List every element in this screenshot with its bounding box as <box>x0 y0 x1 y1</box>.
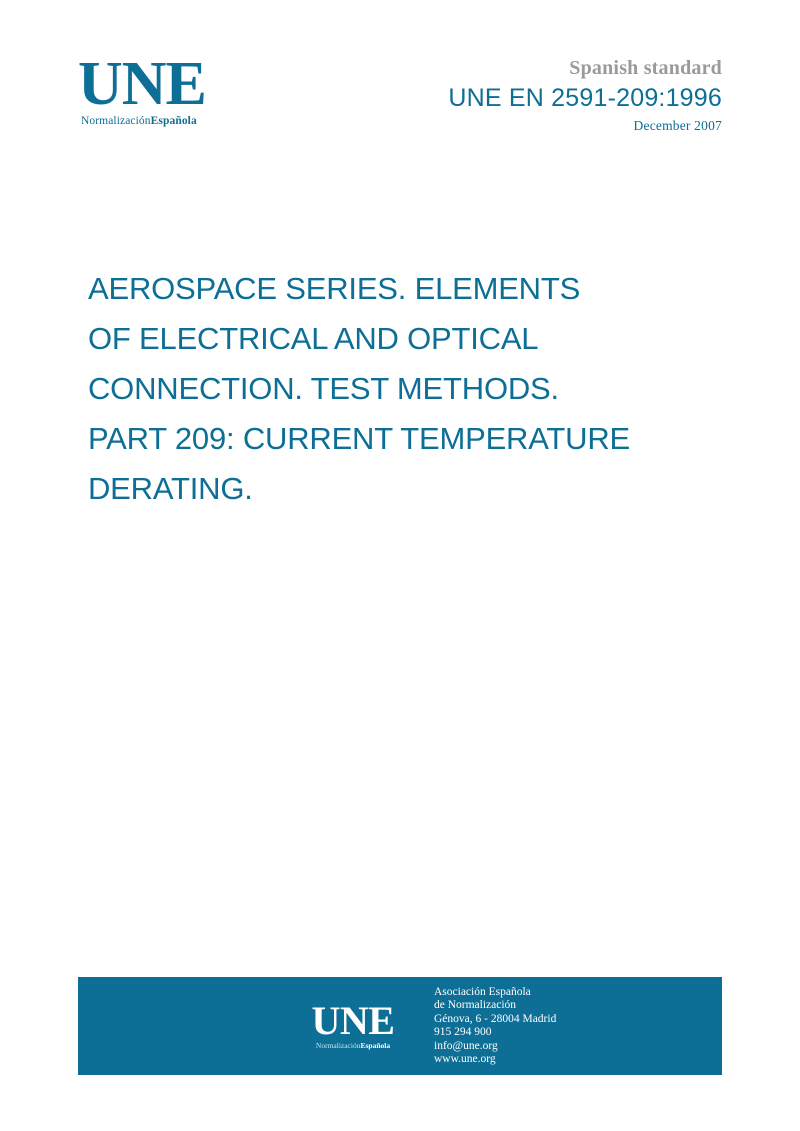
une-logo-wordmark: UNE <box>78 50 206 118</box>
footer-organization-line-2: de Normalización <box>434 999 517 1011</box>
page-title <box>88 264 728 514</box>
une-logo-tagline-espanola: Española <box>150 115 197 127</box>
page-title-line-3: CONNECTION. TEST METHODS. <box>88 371 559 406</box>
page-header <box>78 50 722 166</box>
page-title-line-4: PART 209: CURRENT TEMPERATURE <box>88 421 630 456</box>
page-title-line-1: AEROSPACE SERIES. ELEMENTS <box>88 271 581 306</box>
footer-une-logo-tagline-normalizacion: Normalización <box>315 1040 361 1050</box>
page-footer <box>78 977 722 1075</box>
footer-website[interactable]: www.une.org <box>434 1053 496 1065</box>
page-title-line-5: DERATING. <box>88 471 253 506</box>
standard-identification <box>448 56 722 134</box>
une-logo-tagline-normalizacion: Normalización <box>81 115 151 127</box>
footer-phone: 915 294 900 <box>434 1026 492 1038</box>
une-logo <box>78 50 318 127</box>
footer-content <box>294 977 556 1075</box>
footer-organization-line-1: Asociación Española <box>434 985 531 998</box>
page-title-line-2: OF ELECTRICAL AND OPTICAL <box>88 321 539 356</box>
footer-une-logo <box>294 997 412 1050</box>
footer-email[interactable]: info@une.org <box>434 1039 498 1052</box>
footer-une-logo-wordmark: UNE <box>311 997 395 1043</box>
standard-date: December 2007 <box>633 118 722 133</box>
standard-reference: UNE EN 2591-209:1996 <box>448 84 722 112</box>
footer-address: Génova, 6 - 28004 Madrid <box>434 1012 557 1025</box>
footer-une-logo-tagline-espanola: Española <box>360 1040 391 1050</box>
standard-kind-label: Spanish standard <box>569 57 722 79</box>
footer-contact-block <box>434 986 556 1067</box>
